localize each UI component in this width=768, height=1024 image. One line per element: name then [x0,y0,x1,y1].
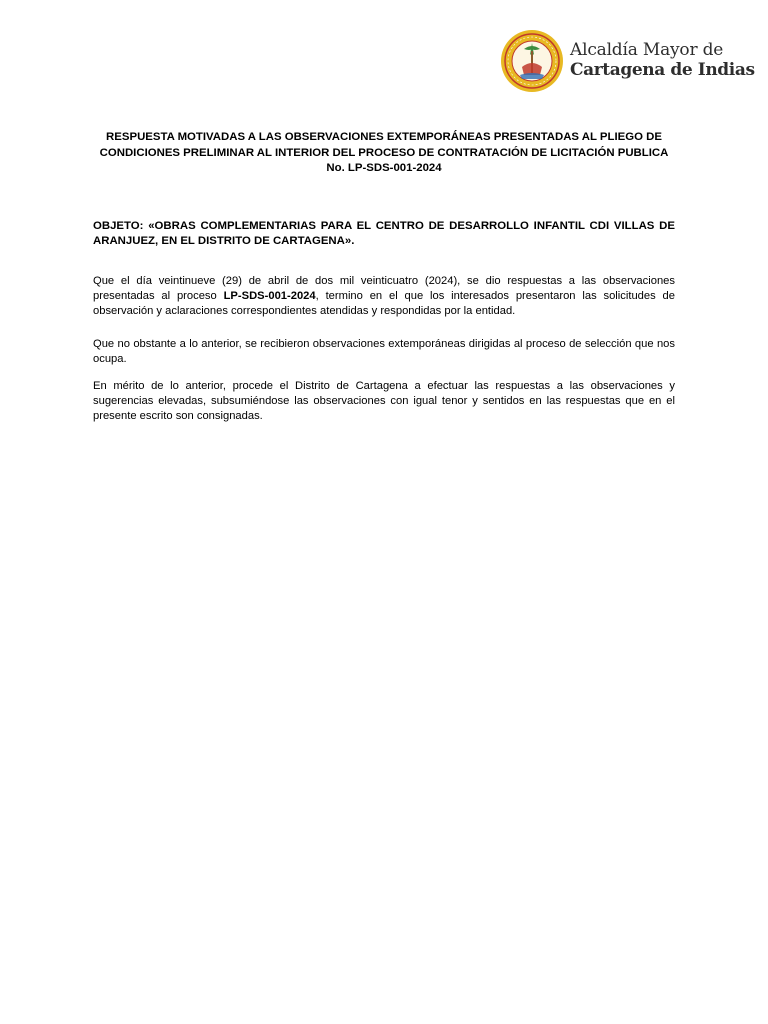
entity-name-line2: Cartagena de Indias [570,60,755,80]
paragraph-1 [93,274,675,319]
document-body [93,130,675,424]
process-code: LP-SDS-001-2024 [223,289,316,302]
paragraph-2: Que no obstante a lo anterior, se recibieron observaciones extemporáneas dirigidas al proceso de selección que nos ocupa. [93,337,675,365]
paragraph-3: En mérito de lo anterior, procede el Distrito de Cartagena a efectuar las respuestas a las observaciones y sugerencias elevadas, subsumiéndose las observaciones con igual tenor y sentidos en las respuestas que en el presente escrito son consignadas. [93,379,675,422]
city-seal-icon [500,29,564,93]
page-header [500,28,762,94]
paragraph-1-text-start: Que el día veintinueve (29) de abril de dos mil veinticuatro (2024), se dio respuestas a las observaciones presentadas al proceso [93,274,675,302]
entity-name-line1: Alcaldía Mayor de [570,40,724,61]
document-objeto: OBJETO: «OBRAS COMPLEMENTARIAS PARA EL CENTRO DE DESARROLLO INFANTIL CDI VILLAS DE ARANJUEZ, EN EL DISTRITO DE CARTAGENA». [93,219,675,247]
entity-name [570,41,755,80]
document-title: RESPUESTA MOTIVADAS A LAS OBSERVACIONES EXTEMPORÁNEAS PRESENTADAS AL PLIEGO DE CONDICIONES PRELIMINAR AL INTERIOR DEL PROCESO DE CONTRATACIÓN DE LICITACIÓN PUBLICA No. LP-SDS-001-2024 [99,131,669,174]
paragraph-1-text-end: , termino en el que los interesados presentaron las solicitudes de observación y aclaraciones correspondientes atendidas y respondidas por la entidad. [93,289,675,317]
